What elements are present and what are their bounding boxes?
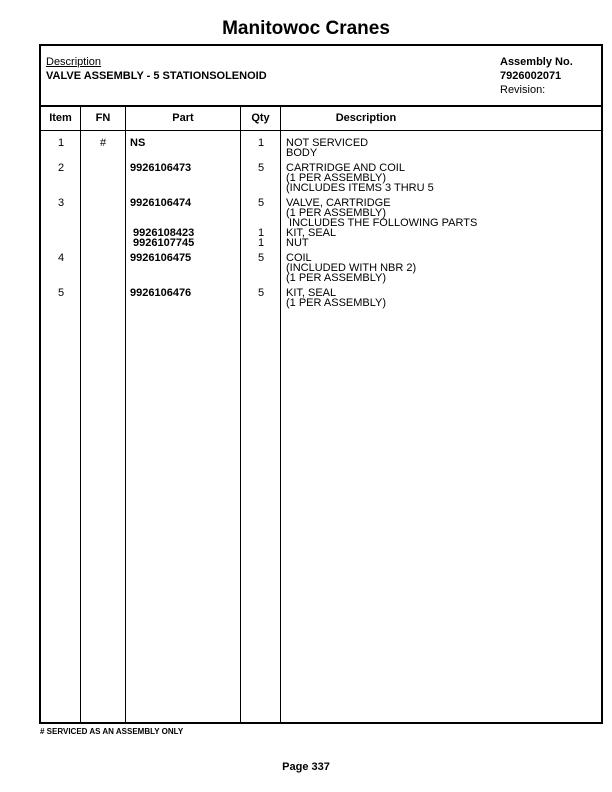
row-part: 9926106473	[130, 162, 192, 174]
row-qty: 5	[257, 287, 265, 299]
row-qty: 1	[257, 237, 265, 249]
row-description: NUT	[286, 237, 309, 249]
row-fn: #	[99, 137, 107, 149]
row-qty: 5	[257, 197, 265, 209]
assembly-description: VALVE ASSEMBLY - 5 STATIONSOLENOID	[46, 70, 267, 82]
row-description: VALVE, CARTRIDGE (1 PER ASSEMBLY) INCLUDES THE FOLLOWING PARTS	[286, 197, 478, 229]
row-qty: 1	[257, 137, 265, 149]
assembly-number: 7926002071	[500, 70, 562, 82]
assembly-header	[41, 46, 601, 105]
column-header-qty: Qty	[251, 112, 270, 124]
row-part: 9926107745	[130, 237, 195, 249]
revision-label: Revision:	[500, 84, 546, 96]
row-part: NS	[130, 137, 146, 149]
row-item: 4	[57, 252, 65, 264]
row-description: COIL (INCLUDED WITH NBR 2) (1 PER ASSEMBLY)	[286, 252, 417, 284]
row-part: 9926106474	[130, 197, 192, 209]
assembly-number-label: Assembly No.	[500, 56, 573, 68]
column-header-part: Part	[172, 112, 194, 124]
row-item: 2	[57, 162, 65, 174]
row-part: 9926106475	[130, 252, 192, 264]
row-qty: 5	[257, 252, 265, 264]
row-qty: 5	[257, 162, 265, 174]
row-qty: 1	[257, 227, 265, 239]
page-title: Manitowoc Cranes	[222, 18, 390, 39]
column-header-item: Item	[49, 112, 72, 124]
row-description: NOT SERVICED BODY	[286, 137, 369, 159]
footnote: # SERVICED AS AN ASSEMBLY ONLY	[40, 727, 184, 736]
row-description: CARTRIDGE AND COIL (1 PER ASSEMBLY) (INCLUDES ITEMS 3 THRU 5	[286, 162, 434, 194]
column-divider-fn	[125, 105, 126, 722]
row-item: 3	[57, 197, 65, 209]
parts-table	[39, 44, 603, 724]
row-item: 1	[57, 137, 65, 149]
description-label: Description	[46, 56, 102, 68]
row-part: 9926108423	[130, 227, 195, 239]
row-description: KIT, SEAL (1 PER ASSEMBLY)	[286, 287, 387, 309]
page-number: Page 337	[282, 761, 330, 773]
row-description: KIT, SEAL	[286, 227, 337, 239]
column-header-description: Description	[335, 112, 397, 124]
row-part: 9926106476	[130, 287, 192, 299]
column-header-fn: FN	[95, 112, 111, 124]
row-item: 5	[57, 287, 65, 299]
